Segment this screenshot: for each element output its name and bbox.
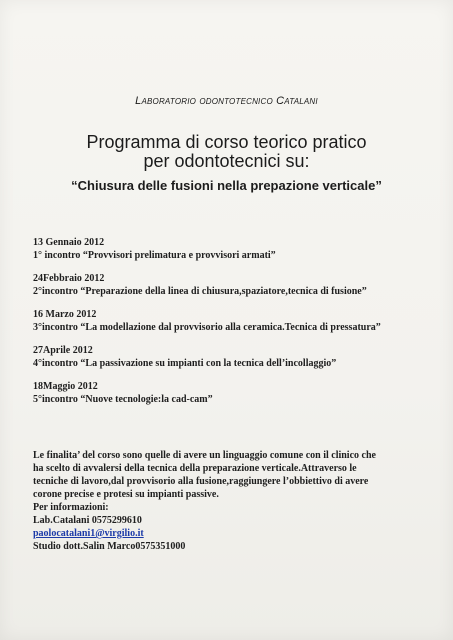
lab-name-text: Laboratorio odontotecnico Catalani	[135, 95, 318, 107]
session-topic: 1° incontro “Provvisori prelimatura e provvisori armati”	[33, 250, 276, 261]
session-item	[33, 308, 433, 334]
session-topic: 3°incontro “La modellazione dal provvisorio alla ceramica.Tecnica di pressatura”	[33, 322, 381, 333]
info-paragraph-line: tecniche di lavoro,dal provvisorio alla fusione,raggiungere l’obbiettivo di avere	[33, 476, 369, 487]
session-topic: 5°incontro “Nuove tecnologie:la cad-cam”	[33, 394, 213, 405]
session-topic: 4°incontro “La passivazione su impianti con la tecnica dell’incollaggio”	[33, 358, 337, 369]
session-item	[33, 272, 433, 298]
session-item	[33, 236, 433, 262]
session-date: 18Maggio 2012	[33, 381, 98, 392]
contact-label: Per informazioni:	[33, 502, 109, 513]
info-paragraph-line: corone precise e protesi su impianti passive.	[33, 489, 219, 500]
lab-phone: Lab.Catalani 0575299610	[33, 515, 142, 526]
session-date: 27Aprile 2012	[33, 345, 93, 356]
session-list	[33, 236, 433, 416]
session-date: 13 Gennaio 2012	[33, 237, 105, 248]
course-info	[33, 449, 428, 553]
studio-phone: Studio dott.Salin Marco0575351000	[33, 541, 186, 552]
session-item	[33, 344, 433, 370]
title-line-2: per odontotecnici su:	[143, 151, 310, 171]
session-item	[33, 380, 433, 406]
info-paragraph-line: ha scelto di avvalersi della tecnica della preparazione verticale.Attraverso le	[33, 463, 357, 474]
session-topic: 2°incontro “Preparazione della linea di chiusura,spaziatore,tecnica di fusione”	[33, 286, 367, 297]
title-line-1: Programma di corso teorico pratico	[86, 132, 367, 152]
session-date: 16 Marzo 2012	[33, 309, 97, 320]
email-link[interactable]: paolocatalani1@virgilio.it	[33, 528, 144, 539]
info-paragraph-line: Le finalita’ del corso sono quelle di avere un linguaggio comune con il clinico che	[33, 450, 376, 461]
lab-name	[0, 95, 453, 107]
course-subtitle: “Chiusura delle fusioni nella prepazione verticale”	[71, 178, 382, 193]
session-date: 24Febbraio 2012	[33, 273, 105, 284]
